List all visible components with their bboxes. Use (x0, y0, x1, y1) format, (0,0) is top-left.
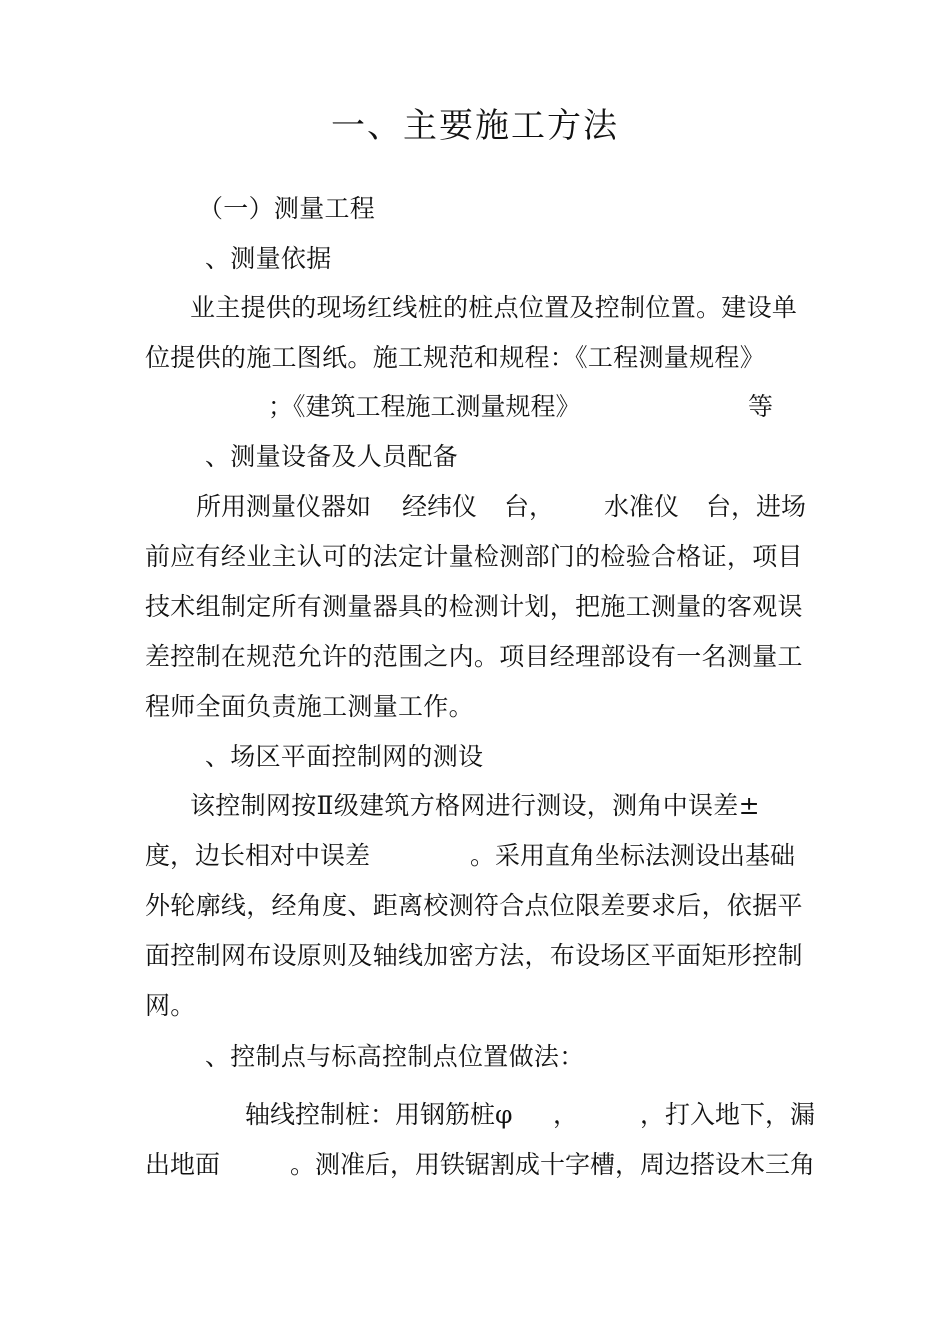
paragraph-line: 经纬仪 (402, 492, 478, 521)
paragraph-line: 位提供的施工图纸。施工规范和规程：《工程测量规程》 (145, 343, 766, 372)
paragraph-line: 该控制网按Ⅱ级建筑方格网进行测设，测角中误差± (190, 791, 760, 820)
paragraph-line: 外轮廓线，经角度、距离校测符合点位限差要求后，依据平 (145, 891, 803, 920)
page-title: 一、主要施工方法 (331, 106, 619, 146)
paragraph-line: 台，进场 (706, 492, 807, 521)
paragraph-line: 。采用直角坐标法测设出基础 (470, 841, 796, 870)
paragraph-line: ，打入地下，漏 (640, 1100, 816, 1129)
subsection-heading: 、测量设备及人员配备 (205, 442, 459, 471)
paragraph-line: 出地面 (145, 1150, 221, 1179)
paragraph-line: 网。 (145, 991, 196, 1020)
paragraph-line: 程师全面负责施工测量工作。 (145, 692, 474, 721)
paragraph-line: ；《建筑工程施工测量规程》 (268, 392, 581, 421)
section-heading: （一）测量工程 (198, 194, 376, 223)
paragraph-line: 业主提供的现场红线桩的桩点位置及控制位置。建设单 (190, 293, 798, 322)
subsection-heading: 、控制点与标高控制点位置做法： (205, 1042, 585, 1071)
paragraph-line: 前应有经业主认可的法定计量检测部门的检验合格证，项目 (145, 542, 803, 571)
paragraph-line: 。测准后，用铁锯割成十字槽，周边搭设木三角 (290, 1150, 816, 1179)
paragraph-line: 度，边长相对中误差 (145, 841, 371, 870)
subsection-heading: 、场区平面控制网的测设 (205, 742, 484, 771)
paragraph-line: 水准仪 (604, 492, 680, 521)
paragraph-line: 等 (748, 392, 774, 421)
paragraph-line: 轴线控制桩：用钢筋桩φ (245, 1100, 513, 1129)
paragraph-line: 技术组制定所有测量器具的检测计划，把施工测量的客观误 (145, 592, 803, 621)
paragraph-line: 所用测量仪器如 (196, 492, 372, 521)
paragraph-line: ， (553, 1100, 579, 1129)
paragraph-line: 台， (504, 492, 555, 521)
paragraph-line: 差控制在规范允许的范围之内。项目经理部设有一名测量工 (145, 642, 803, 671)
paragraph-line: 面控制网布设原则及轴线加密方法，布设场区平面矩形控制 (145, 941, 803, 970)
subsection-heading: 、测量依据 (205, 244, 332, 273)
